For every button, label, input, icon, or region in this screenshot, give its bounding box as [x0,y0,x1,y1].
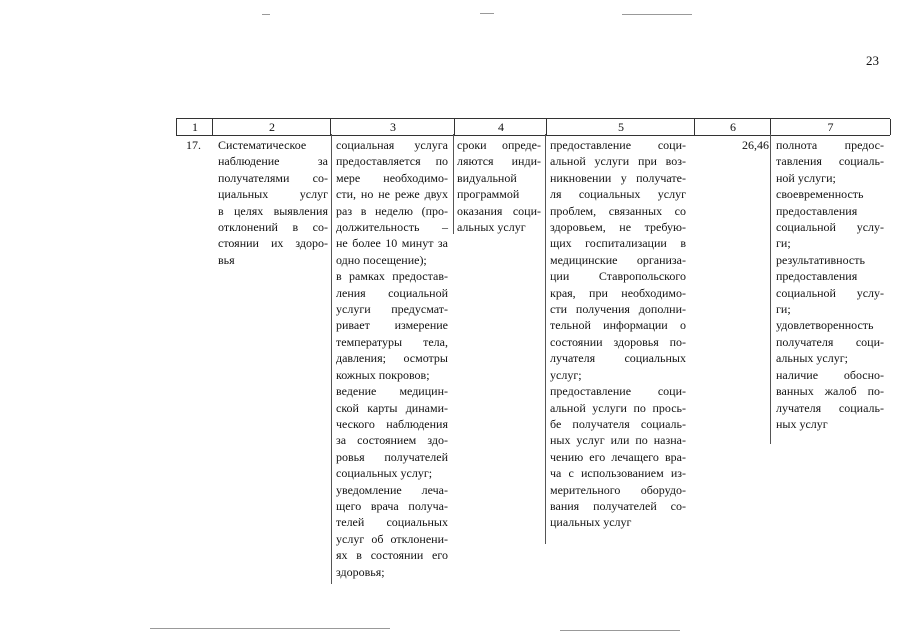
text-line: раз в неделю (про- [336,203,448,218]
text-line: телей социальных [336,515,448,530]
quality-indicators-column [776,137,884,432]
text-line: социальной услу- [776,220,884,235]
text-line: ровья получателей [336,449,448,464]
text-line: ведение медицин- [336,384,448,399]
text-line: получателя соци- [776,334,884,349]
header-cell-5: 5 [546,119,695,135]
text-line: лучателя социаль- [776,400,884,415]
text-line: альных услуг [457,220,526,235]
row-number: 17. [186,138,201,152]
text-line: чению его лечащего вра- [550,449,686,464]
text-line: социальных услуг; [336,466,433,481]
column-separator [770,134,771,444]
text-line: ванных жалоб по- [776,384,884,399]
text-line: медицинские организа- [550,252,686,267]
text-line: удовлетворенность [776,318,874,333]
text-line: альной услуги по прось- [550,400,686,415]
text-line: отклонений в со- [218,220,328,235]
text-line: предоставление соци- [550,384,686,399]
text-line: социальной услу- [776,285,884,300]
text-line: ляются инди- [457,154,541,169]
text-line: Систематическое [218,138,307,152]
text-line: лучателя социальных [550,351,686,366]
text-line: тельной информации о [550,318,686,333]
column-separator [331,134,332,584]
text-line: за состоянием здо- [336,433,448,448]
text-line: ях в состоянии его [336,548,448,563]
text-line: ги; [776,302,791,317]
text-line: в рамках предостав- [336,269,448,284]
scan-artifact [622,14,692,15]
text-line: услуги предусмат- [336,302,448,317]
scan-artifact [150,628,390,629]
text-line: мерительного оборудо- [550,482,686,497]
scan-artifact [560,630,680,631]
text-line: вья [218,252,235,267]
text-line: циальных услуг [550,515,632,530]
text-line: сроки опреде- [457,138,541,152]
tariff-value: 26,46 [742,138,769,152]
text-line: предоставляется по [336,154,448,169]
text-line: ской карты динами- [336,400,448,415]
text-line: здоровья; [336,564,385,579]
text-line: ги; [776,236,791,251]
page-number: 23 [866,53,879,68]
text-line: давления; осмотры [336,351,448,366]
scan-artifact [262,14,270,15]
text-line: вания получателей со- [550,498,686,513]
service-description-column [336,137,448,580]
header-cell-7: 7 [770,119,891,135]
text-line: кожных покровов; [336,367,430,382]
text-line: в целях выявления [218,203,328,218]
service-terms-column [457,137,541,235]
text-line: наличие обосно- [776,367,884,382]
header-cell-2: 2 [212,119,331,135]
text-line: ных услуг или по назна- [550,433,686,448]
text-line: ции Ставропольского [550,269,686,284]
text-line: программой [457,187,520,202]
text-line: циальных услуг [218,187,328,202]
text-line: не более 10 минут за [336,236,448,251]
column-separator [453,134,454,234]
text-line: услуг; [550,367,582,382]
text-line: ривает измерение [336,318,448,333]
column-separator [545,134,546,544]
text-line: мере необходимо- [336,170,448,185]
text-line: оказания соци- [457,203,541,218]
text-line: результативность [776,252,865,267]
header-cell-6: 6 [694,119,771,135]
text-line: никновении у получате- [550,170,686,185]
service-name-column [218,137,328,268]
text-line: социальная услуга [336,138,448,152]
text-line: предоставления [776,203,858,218]
text-line: состоянии здоровья по- [550,334,686,349]
text-line: бе получателя социаль- [550,416,686,431]
header-cell-3: 3 [330,119,455,135]
text-line: получателями со- [218,170,328,185]
scan-artifact [480,13,494,14]
text-line: одно посещение); [336,252,427,267]
text-line: предоставление соци- [550,138,686,152]
table-header-row [176,118,890,136]
text-line: края, при необходимо- [550,285,686,300]
text-line: альных услуг; [776,351,848,366]
text-line: щего врача получа- [336,498,448,513]
service-conditions-column [550,137,686,531]
text-line: сти получения дополни- [550,302,686,317]
text-line: ной услуги; [776,170,836,185]
text-line: наблюдение за [218,154,328,169]
text-line: температуры тела, [336,334,448,349]
text-line: видуальной [457,170,517,185]
text-line: здоровьем, не требую- [550,220,686,235]
header-cell-4: 4 [454,119,547,135]
text-line: стоянии их здоро- [218,236,328,251]
text-line: ча с использованием из- [550,466,686,481]
text-line: предоставления [776,269,858,284]
text-line: щих госпитализации в [550,236,686,251]
text-line: уведомление леча- [336,482,448,497]
text-line: своевременность [776,187,864,202]
text-line: проблем, связанных со [550,203,686,218]
text-line: тавления социаль- [776,154,884,169]
header-cell-1: 1 [176,119,213,135]
text-line: ных услуг [776,416,828,431]
text-line: ля социальных услуг [550,187,686,202]
text-line: должительность – [336,220,448,235]
text-line: полнота предос- [776,138,884,152]
text-line: ления социальной [336,285,448,300]
text-line: альной услуги при воз- [550,154,686,169]
text-line: сти, но не реже двух [336,187,448,202]
text-line: услуг об отклонени- [336,531,448,546]
text-line: ческого наблюдения [336,416,448,431]
